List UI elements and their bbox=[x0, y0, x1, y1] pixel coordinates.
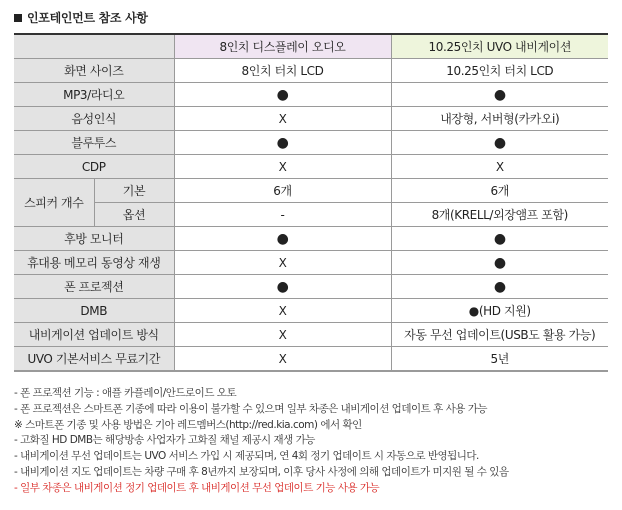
table-row bbox=[14, 155, 608, 179]
table-row bbox=[14, 131, 608, 155]
footnote: - 폰 프로젝션 기능 : 애플 카플레이/안드로이드 오토 bbox=[14, 387, 237, 399]
table-row bbox=[14, 299, 608, 323]
cell-uvo-navigation: ● bbox=[391, 131, 608, 155]
row-label: CDP bbox=[14, 155, 174, 179]
cell-display-audio: 6개 bbox=[174, 179, 391, 203]
table-row bbox=[14, 107, 608, 131]
row-label: 음성인식 bbox=[14, 107, 174, 131]
table-row bbox=[14, 203, 608, 227]
cell-uvo-navigation: 6개 bbox=[391, 179, 608, 203]
row-label: 휴대용 메모리 동영상 재생 bbox=[14, 251, 174, 275]
cell-uvo-navigation: 자동 무선 업데이트(USB도 활용 가능) bbox=[391, 323, 608, 347]
cell-uvo-navigation: ● bbox=[391, 275, 608, 299]
table-row bbox=[14, 251, 608, 275]
square-bullet-icon bbox=[14, 14, 22, 22]
table-row bbox=[14, 275, 608, 299]
cell-display-audio: - bbox=[174, 203, 391, 227]
cell-uvo-navigation: 5년 bbox=[391, 347, 608, 372]
section-title bbox=[14, 9, 148, 26]
table-row bbox=[14, 59, 608, 83]
spec-table bbox=[14, 33, 608, 372]
cell-uvo-navigation: ●(HD 지원) bbox=[391, 299, 608, 323]
table-row bbox=[14, 83, 608, 107]
cell-uvo-navigation: ● bbox=[391, 251, 608, 275]
footnote-highlight: - 일부 차종은 내비게이션 정기 업데이트 후 내비게이션 무선 업데이트 기능 사용 가능 bbox=[14, 481, 380, 494]
footnote: ※ 스마트폰 기종 및 사용 방법은 기아 레드멤버스(http://red.kia.com) 에서 확인 bbox=[14, 418, 362, 431]
header-uvo-navigation: 10.25인치 UVO 내비게이션 bbox=[391, 34, 608, 59]
section-title-text: 인포테인먼트 참조 사항 bbox=[27, 11, 148, 25]
cell-uvo-navigation: ● bbox=[391, 227, 608, 251]
table-row bbox=[14, 347, 608, 372]
speaker-sub-label: 기본 bbox=[94, 179, 174, 203]
cell-display-audio: X bbox=[174, 323, 391, 347]
footnote: - 내비게이션 무선 업데이트는 UVO 서비스 가입 시 제공되며, 연 4회 정기 업데이트 시 자동으로 반영됩니다. bbox=[14, 450, 479, 463]
header-display-audio: 8인치 디스플레이 오디오 bbox=[174, 34, 391, 59]
row-label: MP3/라디오 bbox=[14, 83, 174, 107]
cell-uvo-navigation: X bbox=[391, 155, 608, 179]
cell-uvo-navigation: ● bbox=[391, 83, 608, 107]
cell-display-audio: ● bbox=[174, 131, 391, 155]
cell-display-audio: X bbox=[174, 107, 391, 131]
table-header-row bbox=[14, 34, 608, 59]
row-label: DMB bbox=[14, 299, 174, 323]
table-row bbox=[14, 323, 608, 347]
cell-display-audio: X bbox=[174, 299, 391, 323]
row-label: UVO 기본서비스 무료기간 bbox=[14, 347, 174, 372]
footnotes bbox=[14, 386, 614, 497]
cell-display-audio: 8인치 터치 LCD bbox=[174, 59, 391, 83]
speaker-count-label: 스피커 개수 bbox=[14, 179, 94, 227]
cell-display-audio: X bbox=[174, 251, 391, 275]
cell-uvo-navigation: 10.25인치 터치 LCD bbox=[391, 59, 608, 83]
row-label: 블루투스 bbox=[14, 131, 174, 155]
footnote: - 고화질 HD DMB는 해당방송 사업자가 고화질 채널 제공시 재생 가능 bbox=[14, 434, 315, 447]
table-row bbox=[14, 179, 608, 203]
table-row bbox=[14, 227, 608, 251]
cell-uvo-navigation: 8개(KRELL/외장앰프 포함) bbox=[391, 203, 608, 227]
row-label: 내비게이션 업데이트 방식 bbox=[14, 323, 174, 347]
cell-display-audio: ● bbox=[174, 83, 391, 107]
footnote: - 폰 프로젝션은 스마트폰 기종에 따라 이용이 불가할 수 있으며 일부 차종은 내비게이션 업데이트 후 사용 가능 bbox=[14, 402, 487, 415]
cell-display-audio: ● bbox=[174, 227, 391, 251]
speaker-sub-label: 옵션 bbox=[94, 203, 174, 227]
row-label: 후방 모니터 bbox=[14, 227, 174, 251]
row-label: 폰 프로젝션 bbox=[14, 275, 174, 299]
cell-uvo-navigation: 내장형, 서버형(카카오i) bbox=[391, 107, 608, 131]
footnote: - 내비게이션 지도 업데이트는 차량 구매 후 8년까지 보장되며, 이후 당사 사정에 의해 업데이트가 미지원 될 수 있음 bbox=[14, 465, 509, 478]
cell-display-audio: X bbox=[174, 347, 391, 372]
cell-display-audio: ● bbox=[174, 275, 391, 299]
header-corner-cell bbox=[14, 34, 174, 59]
cell-display-audio: X bbox=[174, 155, 391, 179]
row-label: 화면 사이즈 bbox=[14, 59, 174, 83]
